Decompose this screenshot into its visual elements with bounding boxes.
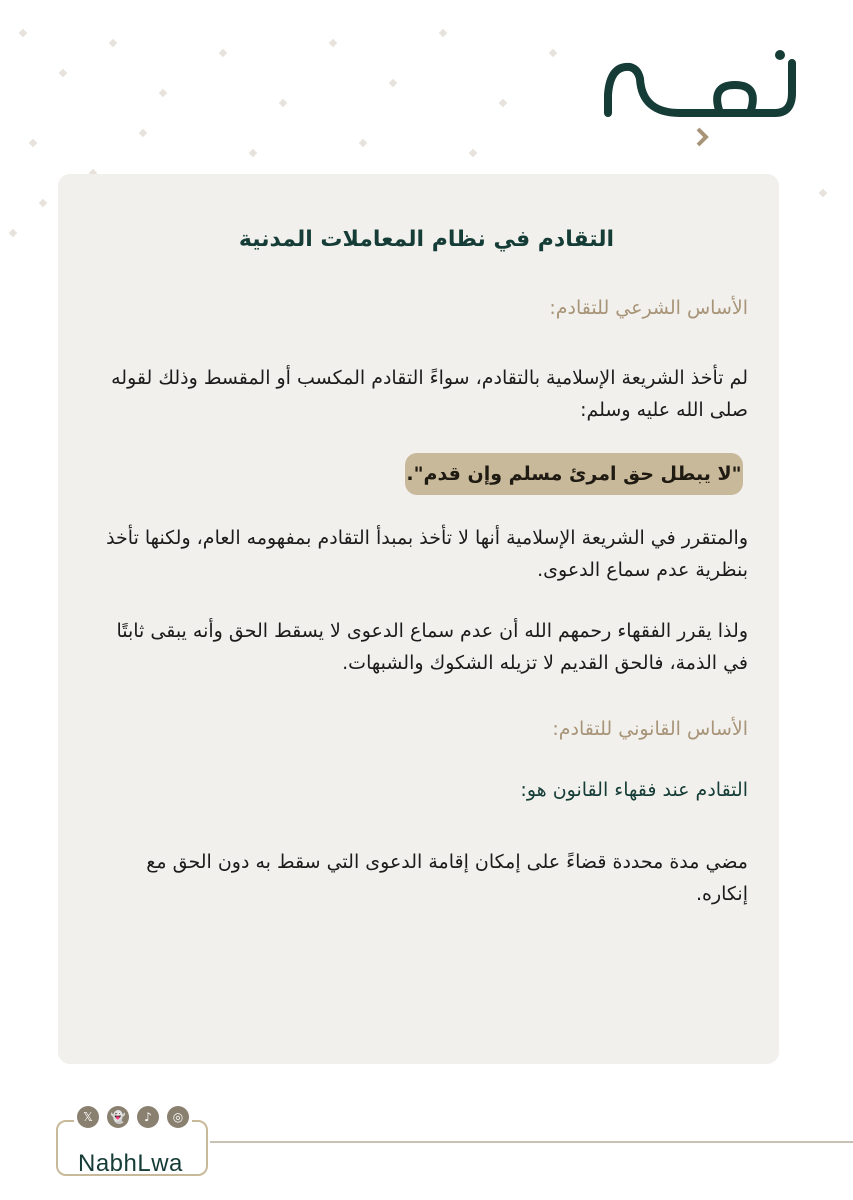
paragraph-principle: والمتقرر في الشريعة الإسلامية أنها لا تأخذ بمبدأ التقادم بمفهومه العام، ولكنها تأخذ بنظرية عدم سماع الدعوى. xyxy=(106,527,748,581)
instagram-icon[interactable]: ◎ xyxy=(167,1106,189,1128)
x-icon[interactable]: 𝕏 xyxy=(77,1106,99,1128)
paragraph-jurists: ولذا يقرر الفقهاء رحمهم الله أن عدم سماع الدعوى لا يسقط الحق وأنه يبقى ثابتًا في الذمة، فالحق القديم لا تزيله الشكوك والشبهات. xyxy=(116,620,748,674)
brand-logo xyxy=(600,45,805,155)
account-handle: NabhLwa xyxy=(78,1150,183,1177)
paragraph-sharia: لم تأخذ الشريعة الإسلامية بالتقادم، سواءً التقادم المكسب أو المقسط وذلك لقوله صلى الله عليه وسلم: xyxy=(111,367,748,421)
section-heading-sharia: الأساس الشرعي للتقادم: xyxy=(549,297,748,319)
legal-definition-intro: التقادم عند فقهاء القانون هو: xyxy=(520,779,748,801)
document-title: التقادم في نظام المعاملات المدنية xyxy=(238,227,615,252)
snapchat-icon[interactable]: 👻 xyxy=(107,1106,129,1128)
paragraph-definition: مضي مدة محددة قضاءً على إمكان إقامة الدعوى التي سقط به دون الحق مع إنكاره. xyxy=(146,851,748,905)
section-heading-legal: الأساس القانوني للتقادم: xyxy=(552,718,748,740)
hadith-quote: "لا يبطل حق امرئ مسلم وإن قدم". xyxy=(405,453,743,495)
social-icons xyxy=(74,1106,192,1130)
tiktok-icon[interactable]: ♪ xyxy=(137,1106,159,1128)
footer-divider xyxy=(210,1141,853,1143)
